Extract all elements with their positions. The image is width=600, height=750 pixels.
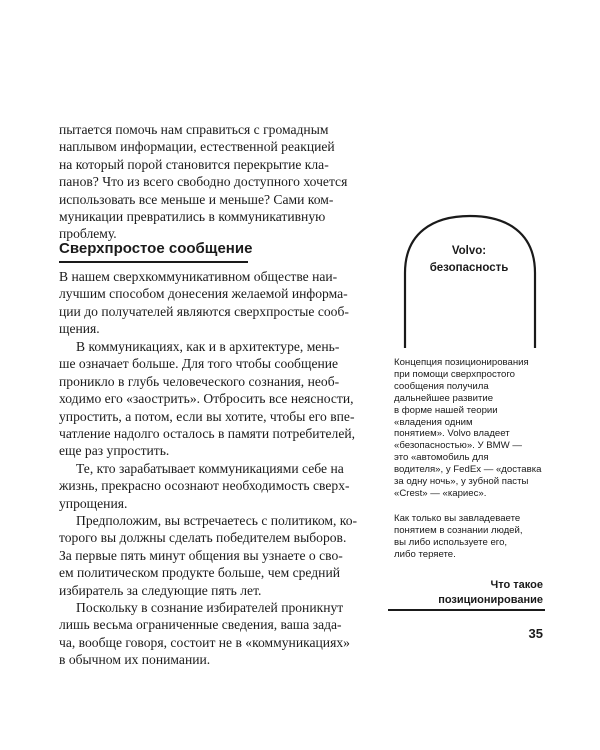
text-line: проникло в глубь человеческого сознания, необ- bbox=[59, 373, 340, 389]
paragraph-2 bbox=[59, 338, 371, 460]
text-line: За первые пять минут общения вы узнаете о сво- bbox=[59, 547, 343, 563]
text-line: ше означает больше. Для того чтобы сообщение bbox=[59, 356, 339, 372]
sidebar-caption bbox=[394, 357, 544, 500]
caption-line: в форме нашей теории bbox=[394, 404, 498, 416]
head-label-brand: Volvo: bbox=[451, 245, 487, 257]
caption-line: сообщения получила bbox=[394, 380, 489, 392]
section-heading: Сверхпростое сообщение bbox=[59, 240, 253, 257]
paragraph-1 bbox=[59, 268, 371, 338]
caption-line: «Crest» — «кариес». bbox=[394, 487, 487, 499]
text-line: В нашем сверхкоммуникативном обществе наи- bbox=[59, 269, 338, 284]
text-line: упрощения. bbox=[59, 495, 128, 511]
text-line: упростить, а потом, если вы хотите, чтобы его впе- bbox=[59, 408, 355, 424]
head-silhouette-illustration bbox=[395, 213, 545, 348]
caption-line: Концепция позиционирования bbox=[394, 357, 529, 368]
text-line: избиратель за следующие пять лет. bbox=[59, 582, 262, 598]
text-line: еще раз упростить. bbox=[59, 443, 170, 459]
caption-line: дальнейшее развитие bbox=[394, 392, 494, 404]
paragraph-4 bbox=[59, 512, 371, 599]
text-line: В коммуникациях, как и в архитектуре, мень- bbox=[76, 339, 340, 354]
text-line: ходимо его «заострить». Отбросить все неясности, bbox=[59, 391, 354, 407]
note-line: понятием в сознании людей, bbox=[394, 524, 523, 536]
caption-line: водителя», у FedEx — «доставка bbox=[394, 464, 542, 476]
paragraph-3 bbox=[59, 460, 371, 512]
text-line: лучшим способом донесения желаемой информа- bbox=[59, 286, 348, 302]
text-line: пытается помочь нам справиться с громадным bbox=[59, 122, 329, 137]
text-line: ча, вообще говоря, состоит не в «коммуникациях» bbox=[59, 634, 350, 650]
sidebar-note bbox=[394, 513, 544, 561]
text-line: чатление надолго осталось в памяти потребителей, bbox=[59, 426, 356, 442]
caption-line: понятием». Volvo владеет bbox=[394, 428, 510, 440]
caption-line: при помощи сверхпростого bbox=[394, 368, 515, 380]
running-section-label bbox=[438, 578, 543, 608]
text-line: ции до получателей являются сверхпростые сооб- bbox=[59, 303, 349, 319]
text-line: щения. bbox=[59, 321, 100, 337]
note-line: вы либо используете его, bbox=[394, 536, 508, 548]
head-label bbox=[400, 243, 538, 277]
text-line: проблему. bbox=[59, 226, 117, 242]
text-line: в обычном их понимании. bbox=[59, 652, 211, 668]
section-rule bbox=[388, 609, 545, 611]
intro-paragraph bbox=[59, 121, 371, 243]
text-line: панов? Что из всего свободно доступного хочется bbox=[59, 174, 348, 190]
text-line: Предположим, вы встречаетесь с политиком, ко- bbox=[76, 513, 358, 528]
text-line: торого вы должны сделать победителем выборов. bbox=[59, 530, 347, 546]
text-line: на который порой становится перекрытие кла- bbox=[59, 156, 329, 172]
text-line: ем политическом продукте больше, чем средний bbox=[59, 565, 340, 581]
text-line: использовать все меньше и меньше? Сами ком- bbox=[59, 191, 334, 207]
heading-underline bbox=[59, 261, 248, 263]
paragraph-5 bbox=[59, 599, 371, 669]
text-line: муникации превратились в коммуникативную bbox=[59, 209, 326, 225]
text-line: Поскольку в сознание избирателей проникнут bbox=[76, 600, 344, 615]
note-line: Как только вы завладеваете bbox=[394, 513, 521, 524]
text-line: жизнь, прекрасно осознают необходимость сверх- bbox=[59, 478, 350, 494]
caption-line: «владения одним bbox=[394, 416, 473, 428]
caption-line: за одну ночь», у зубной пасты bbox=[394, 476, 529, 488]
page-number: 35 bbox=[528, 626, 543, 641]
note-line: либо теряете. bbox=[394, 548, 456, 560]
section-label-line: Что такое bbox=[490, 579, 543, 591]
caption-line: это «автомобиль для bbox=[394, 452, 489, 464]
caption-line: «безопасностью». У BMW — bbox=[394, 440, 522, 452]
text-line: лишь весьма ограниченные сведения, ваша зада- bbox=[59, 617, 342, 633]
section-label-line: позиционирование bbox=[438, 594, 543, 606]
text-line: Те, кто зарабатывает коммуникациями себе на bbox=[76, 461, 344, 476]
text-line: наплывом информации, естественной реакцией bbox=[59, 139, 335, 155]
head-label-concept: безопасность bbox=[429, 262, 509, 274]
